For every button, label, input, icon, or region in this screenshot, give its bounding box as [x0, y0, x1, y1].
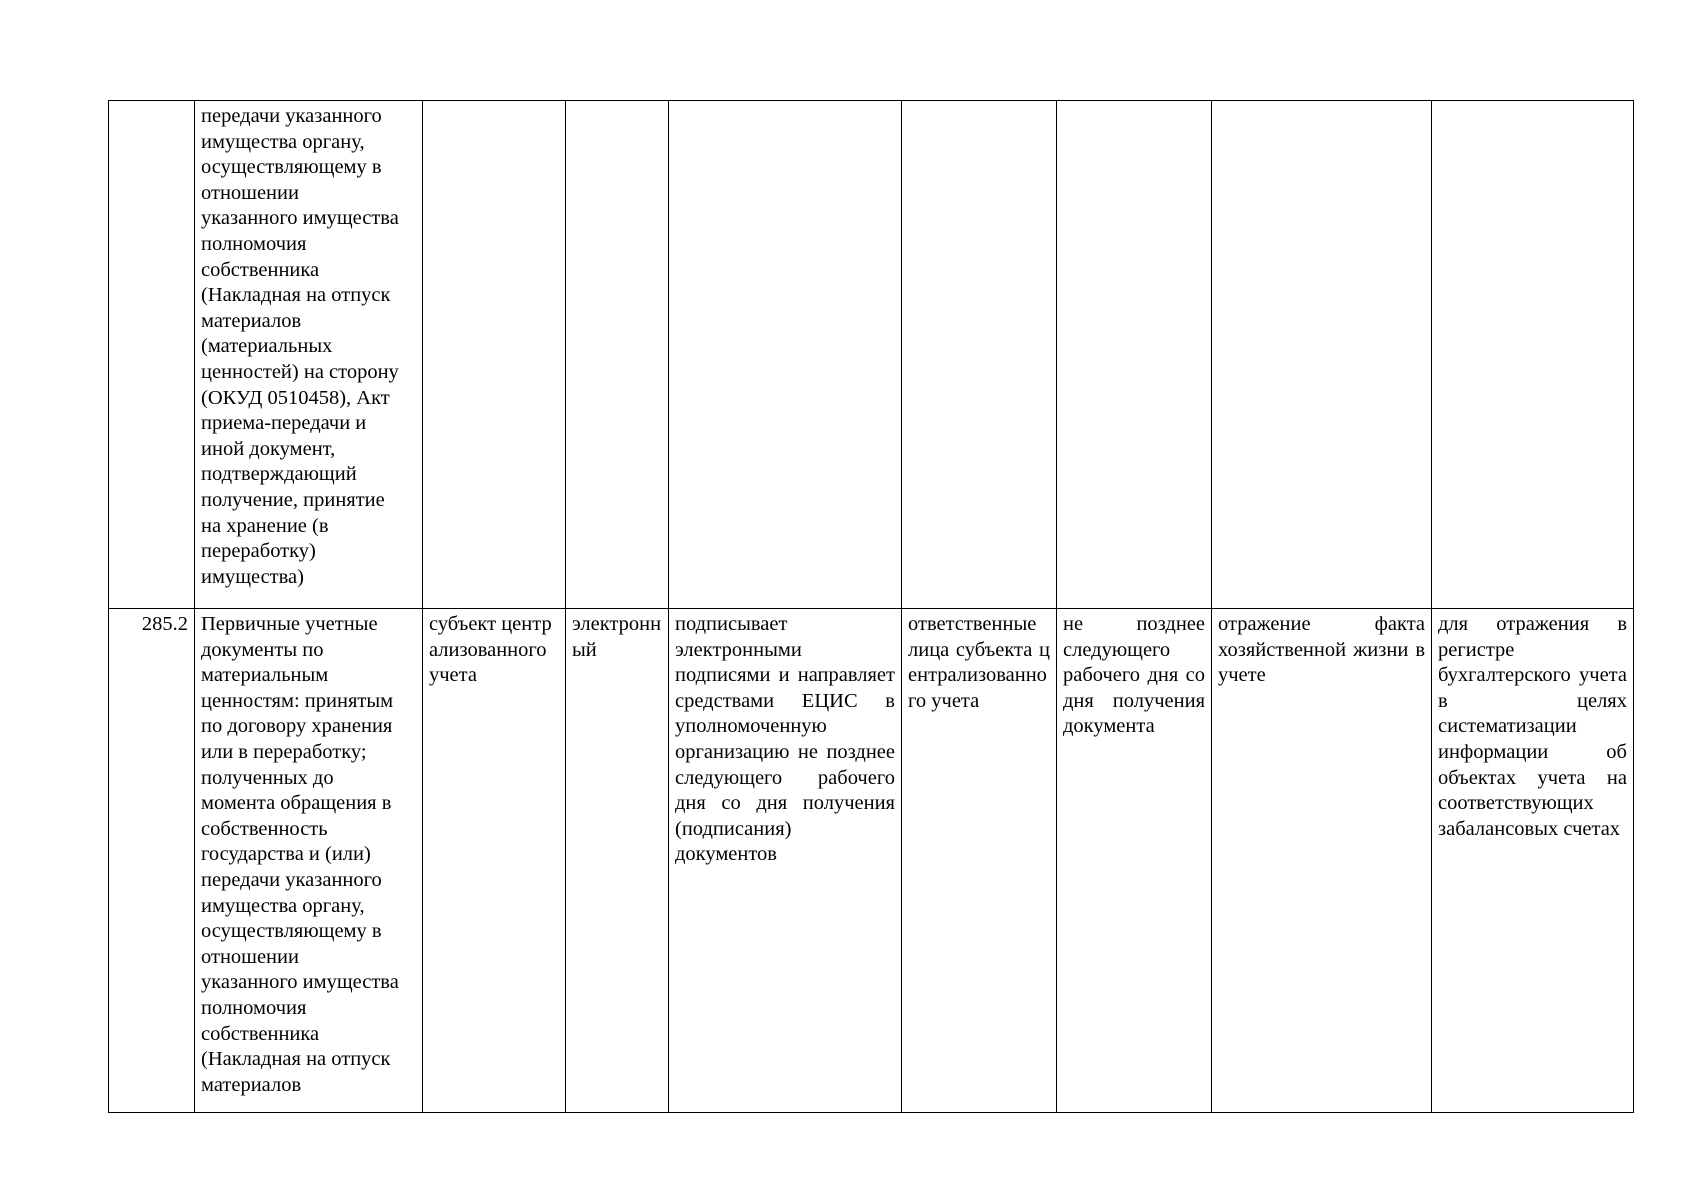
- document-line: отношении: [201, 945, 299, 968]
- usage-cell: для отражения в регистре бухгалтерского учета в целях систематизации информации об объектах учета на соответствующих забалансовых счетах: [1432, 609, 1634, 1113]
- document-line: полномочия: [201, 996, 307, 1019]
- responsible-cell: ответственные лица субъекта централизованного учета: [902, 609, 1057, 1113]
- form-cell: [566, 101, 669, 609]
- procedure-cell: подписывает электронными подписями и направляет средствами ЕЦИС в уполномоченную организацию не позднее следующего рабочего дня со дня получения (подписания) документов: [669, 609, 902, 1113]
- table-row: [109, 101, 1634, 609]
- document-line: ценностей) на сторону: [201, 360, 399, 383]
- document-table: [108, 100, 1634, 1113]
- deadline-cell: не позднее следующего рабочего дня со дня получения документа: [1057, 609, 1212, 1113]
- document-line: документы по: [201, 638, 324, 661]
- document-line: полномочия: [201, 232, 307, 255]
- creator-cell: субъект централизованного учета: [423, 609, 566, 1113]
- document-line: имущества): [201, 565, 304, 588]
- document-line: (Накладная на отпуск: [201, 1048, 391, 1071]
- document-line: материалов: [201, 309, 302, 332]
- document-line: осуществляющему в: [201, 920, 382, 943]
- usage-cell: [1432, 101, 1634, 609]
- purpose-cell: [1212, 101, 1432, 609]
- table-row: [109, 609, 1634, 1113]
- responsible-cell: [902, 101, 1057, 609]
- procedure-cell: [669, 101, 902, 609]
- document-line: имущества органу,: [201, 894, 365, 917]
- document-line: получение, принятие: [201, 488, 385, 511]
- document-line: (ОКУД 0510458), Акт: [201, 386, 390, 409]
- document-line: подтверждающий: [201, 463, 357, 486]
- document-name-cell: [195, 609, 423, 1113]
- document-line: переработку): [201, 540, 316, 563]
- document-line: или в переработку;: [201, 740, 367, 763]
- document-line: имущества органу,: [201, 130, 365, 153]
- document-line: иной документ,: [201, 437, 336, 460]
- document-line: осуществляющему в: [201, 156, 382, 179]
- document-line: собственника: [201, 258, 320, 281]
- row-number-cell: [109, 101, 195, 609]
- document-name-cell: [195, 101, 423, 609]
- form-cell: электронный: [566, 609, 669, 1113]
- document-line: на хранение (в: [201, 514, 329, 537]
- document-line: ценностям: принятым: [201, 689, 394, 712]
- document-line: полученных до: [201, 766, 334, 789]
- document-line: материальным: [201, 664, 329, 687]
- document-line: собственника: [201, 1022, 320, 1045]
- document-line: по договору хранения: [201, 715, 393, 738]
- document-line: (материальных: [201, 335, 333, 358]
- document-line: приема-передачи и: [201, 412, 367, 435]
- row-number-cell: 285.2: [109, 609, 195, 1113]
- creator-cell: [423, 101, 566, 609]
- document-line: передачи указанного: [201, 868, 382, 891]
- document-line: собственность: [201, 817, 328, 840]
- deadline-cell: [1057, 101, 1212, 609]
- document-line: Первичные учетные: [201, 613, 378, 635]
- document-line: указанного имущества: [201, 207, 399, 230]
- document-line: момента обращения в: [201, 792, 392, 815]
- document-line: (Накладная на отпуск: [201, 284, 391, 307]
- document-line: передачи указанного: [201, 105, 382, 127]
- purpose-cell: отражение факта хозяйственной жизни в учете: [1212, 609, 1432, 1113]
- document-line: государства и (или): [201, 843, 371, 866]
- document-line: материалов: [201, 1073, 302, 1096]
- document-line: указанного имущества: [201, 971, 399, 994]
- document-line: отношении: [201, 181, 299, 204]
